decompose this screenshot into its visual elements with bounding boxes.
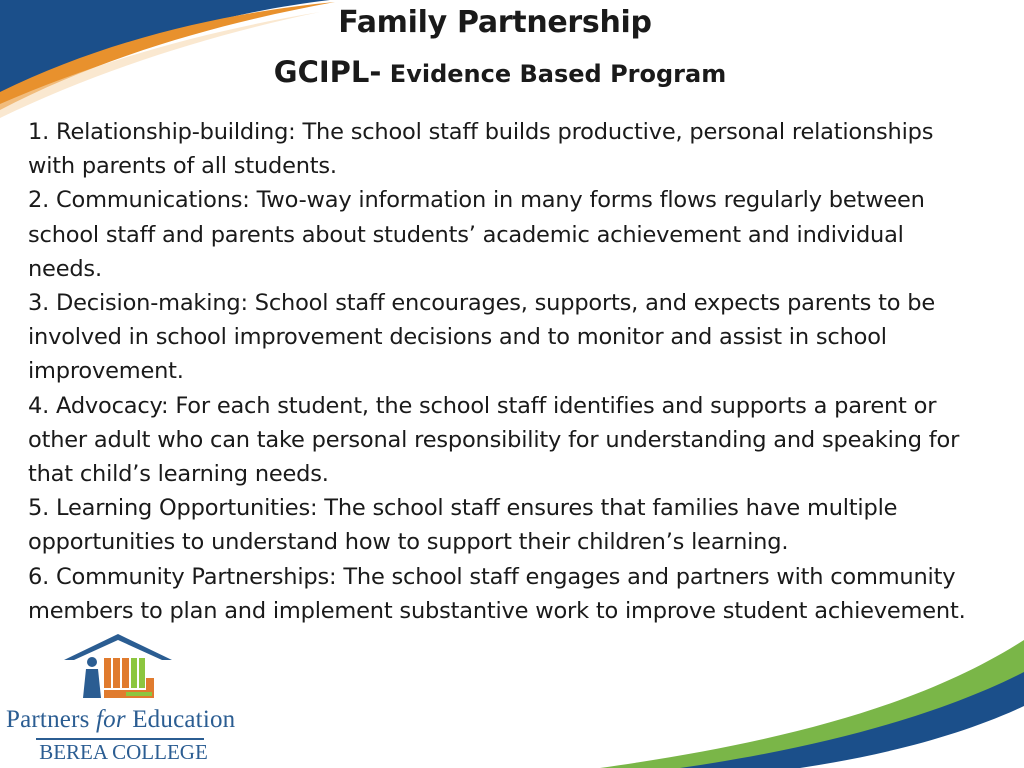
slide-title: Family Partnership bbox=[338, 5, 652, 40]
item-1-line-1: 1. Relationship-building: The school staff builds productive, personal relationships bbox=[28, 119, 934, 145]
item-6-line-2: members to plan and implement substantive work to improve student achievement. bbox=[28, 597, 966, 624]
item-2-line-1: 2. Communications: Two-way information in many forms flows regularly between bbox=[28, 187, 925, 214]
item-4-line-2: other adult who can take personal responsibility for understanding and speaking for bbox=[28, 426, 960, 453]
logo-college-name: BEREA COLLEGE bbox=[39, 740, 208, 764]
subtitle-text: Evidence Based Program bbox=[381, 60, 727, 88]
item-2-line-3: needs. bbox=[28, 255, 102, 282]
item-3-line-2: involved in school improvement decisions and to monitor and assist in school bbox=[28, 324, 887, 351]
logo-wordmark bbox=[6, 706, 236, 734]
item-3-line-3: improvement. bbox=[28, 358, 184, 385]
item-2-line-2: school staff and parents about students’ academic achievement and individual bbox=[28, 221, 904, 248]
logo-word-education: Education bbox=[125, 706, 236, 733]
item-4-line-3: that child’s learning needs. bbox=[28, 461, 329, 488]
partners-for-education-logo bbox=[6, 632, 236, 768]
item-6-line-1: 6. Community Partnerships: The school staff engages and partners with community bbox=[28, 563, 956, 590]
logo-word-for: for bbox=[95, 706, 126, 733]
item-5-line-2: opportunities to understand how to support their children’s learning. bbox=[28, 529, 789, 556]
item-4-line-1: 4. Advocacy: For each student, the school staff identifies and supports a parent or bbox=[28, 392, 937, 419]
subtitle-acronym: GCIPL- bbox=[273, 55, 382, 89]
item-3-line-1: 3. Decision-making: School staff encourages, supports, and expects parents to be bbox=[28, 290, 935, 317]
item-1-line-2: with parents of all students. bbox=[28, 153, 337, 180]
slide-subtitle bbox=[0, 54, 1000, 95]
item-5-line-1: 5. Learning Opportunities: The school staff ensures that families have multiple bbox=[28, 495, 898, 522]
body-text bbox=[28, 115, 1018, 628]
logo-word-partners: Partners bbox=[6, 706, 96, 733]
schoolhouse-logo-icon bbox=[6, 632, 236, 708]
